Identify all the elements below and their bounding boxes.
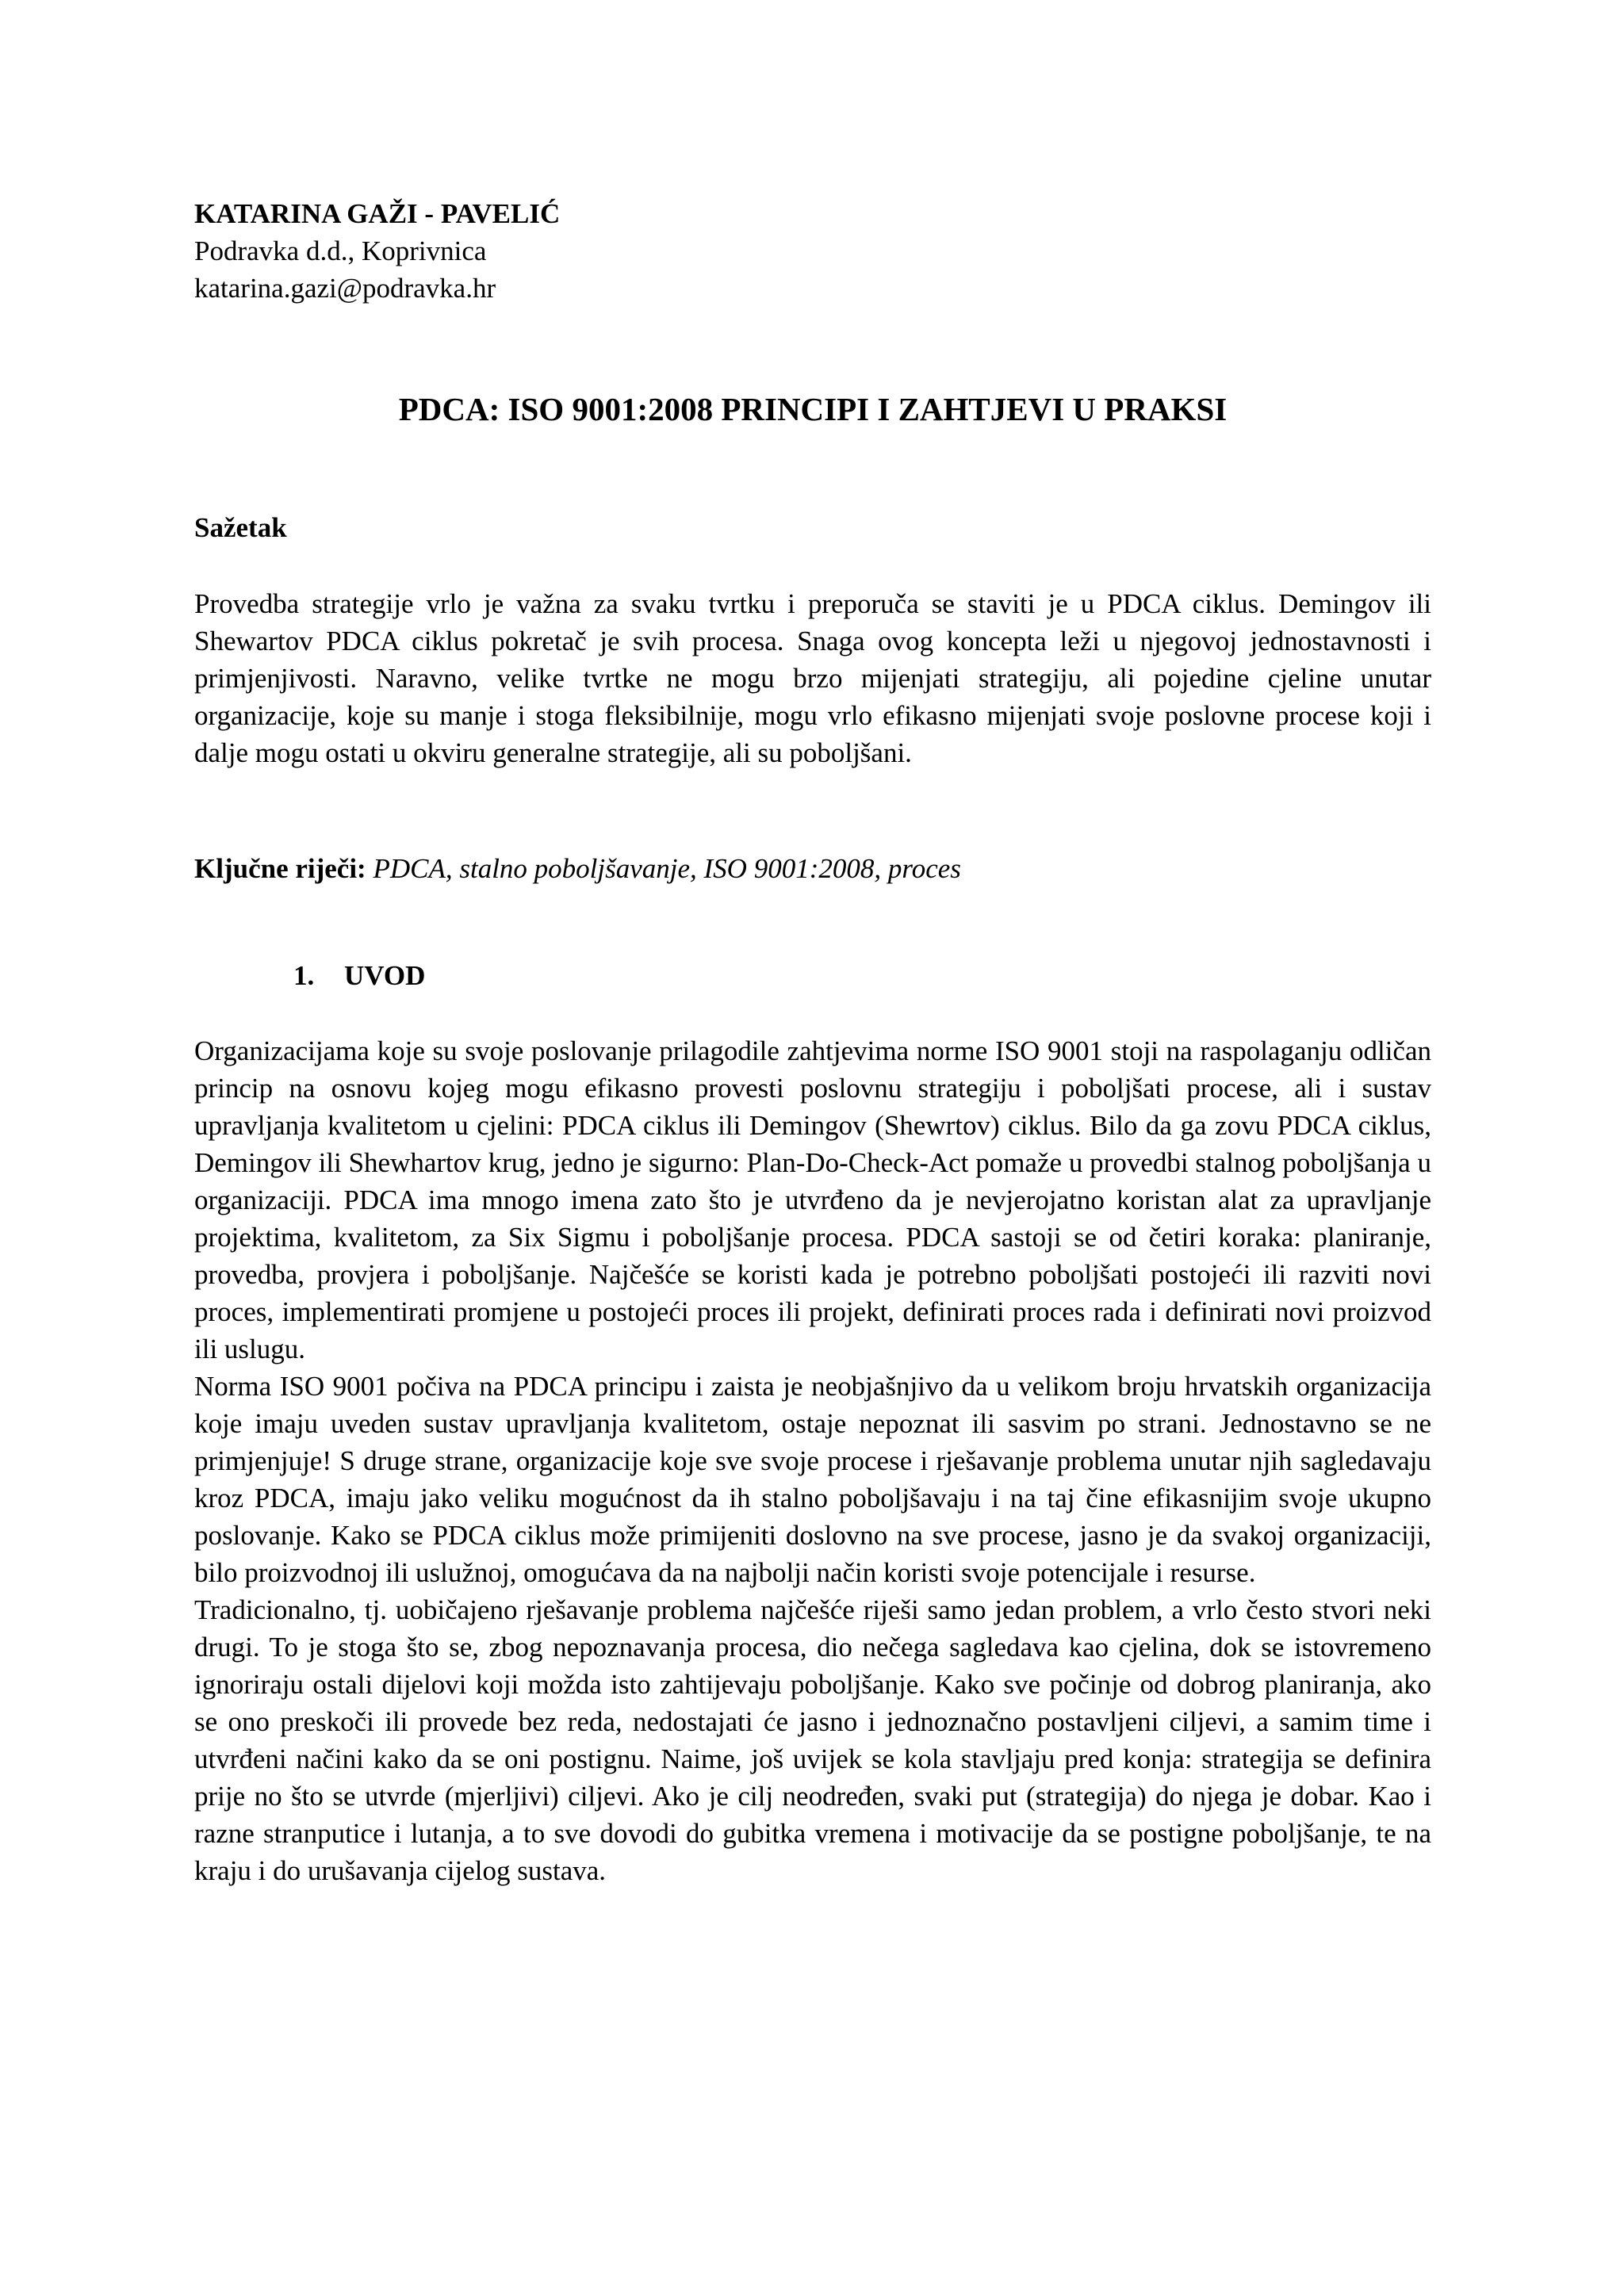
abstract-heading: Sažetak bbox=[194, 512, 287, 543]
paper-title: PDCA: ISO 9001:2008 PRINCIPI I ZAHTJEVI U PRAKSI bbox=[398, 391, 1228, 427]
keywords-label: Ključne riječi: bbox=[194, 853, 373, 884]
author-email: katarina.gazi@podravka.hr bbox=[194, 273, 496, 304]
keywords bbox=[194, 850, 1431, 887]
section-heading bbox=[293, 957, 425, 994]
author-name: KATARINA GAŽI - PAVELIĆ bbox=[194, 198, 561, 229]
author-affiliation: Podravka d.d., Koprivnica bbox=[194, 235, 487, 266]
body-text bbox=[194, 1032, 1431, 1889]
paragraph: Tradicionalno, tj. uobičajeno rješavanje problema najčešće riješi samo jedan problem, a vrlo često stvori neki drugi. To je stoga što se, zbog nepoznavanja procesa, dio nečega sagledava kao cjelina, dok se istovremeno ignoriraju ostali dijelovi koji možda isto zahtijevaju poboljšanje. Kako sve počinje od dobrog planiranja, ako se ono preskoči ili provede bez reda, nedostajati će jasno i jednoznačno postavljeni ciljevi, a samim time i utvrđeni načini kako da se oni postignu. Naime, još uvijek se kola stavljaju pred konja: strategija se definira prije no što se utvrde (mjerljivi) ciljevi. Ako je cilj neodređen, svaki put (strategija) do njega je dobar. Kao i razne stranputice i lutanja, a to sve dovodi do gubitka vremena i motivacije da se postigne poboljšanje, te na kraju i do urušavanja cijelog sustava. bbox=[194, 1594, 1431, 1886]
paragraph: Organizacijama koje su svoje poslovanje prilagodile zahtjevima norme ISO 9001 stoji na raspolaganju odličan princip na osnovu kojeg mogu efikasno provesti poslovnu strategiju i poboljšati procese, ali i sustav upravljanja kvalitetom u cjelini: PDCA ciklus ili Demingov (Shewrtov) ciklus. Bilo da ga zovu PDCA ciklus, Demingov ili Shewhartov krug, jedno je sigurno: Plan-Do-Check-Act pomaže u provedbi stalnog poboljšanja u organizaciji. PDCA ima mnogo imena zato što je utvrđeno da je nevjerojatno koristan alat za upravljanje projektima, kvalitetom, za Six Sigmu i poboljšanje procesa. PDCA sastoji se od četiri koraka: planiranje, provedba, provjera i poboljšanje. Najčešće se koristi kada je potrebno poboljšati postojeći ili razviti novi proces, implementirati promjene u postojeći proces ili projekt, definirati proces rada i definirati novi proizvod ili uslugu. bbox=[194, 1035, 1431, 1364]
section-number: 1. bbox=[293, 960, 315, 991]
keywords-value: PDCA, stalno poboljšavanje, ISO 9001:2008, proces bbox=[373, 853, 961, 884]
section-title: UVOD bbox=[344, 960, 426, 991]
paragraph: Norma ISO 9001 počiva na PDCA principu i zaista je neobjašnjivo da u velikom broju hrvatskih organizacija koje imaju uveden sustav upravljanja kvalitetom, ostaje nepoznat ili sasvim po strani. Jednostavno se ne primjenjuje! S druge strane, organizacije koje sve svoje procese i rješavanje problema unutar njih sagledavaju kroz PDCA, imaju jako veliku mogućnost da ih stalno poboljšavaju i na taj čine efikasnijim svoje ukupno poslovanje. Kako se PDCA ciklus može primijeniti doslovno na sve procese, jasno je da svakoj organizaciji, bilo proizvodnoj ili uslužnoj, omogućava da na najbolji način koristi svoje potencijale i resurse. bbox=[194, 1371, 1431, 1588]
author-block bbox=[194, 195, 1463, 307]
abstract-text: Provedba strategije vrlo je važna za svaku tvrtku i preporuča se staviti je u PDCA ciklus. Demingov ili Shewartov PDCA ciklus pokretač je svih procesa. Snaga ovog koncepta leži u njegovoj jednostavnosti i primjenjivosti. Naravno, velike tvrtke ne mogu brzo mijenjati strategiju, ali pojedine cjeline unutar organizacije, koje su manje i stoga fleksibilnije, mogu vrlo efikasno mijenjati svoje poslovne procese koji i dalje mogu ostati u okviru generalne strategije, ali su poboljšani. bbox=[194, 588, 1431, 768]
